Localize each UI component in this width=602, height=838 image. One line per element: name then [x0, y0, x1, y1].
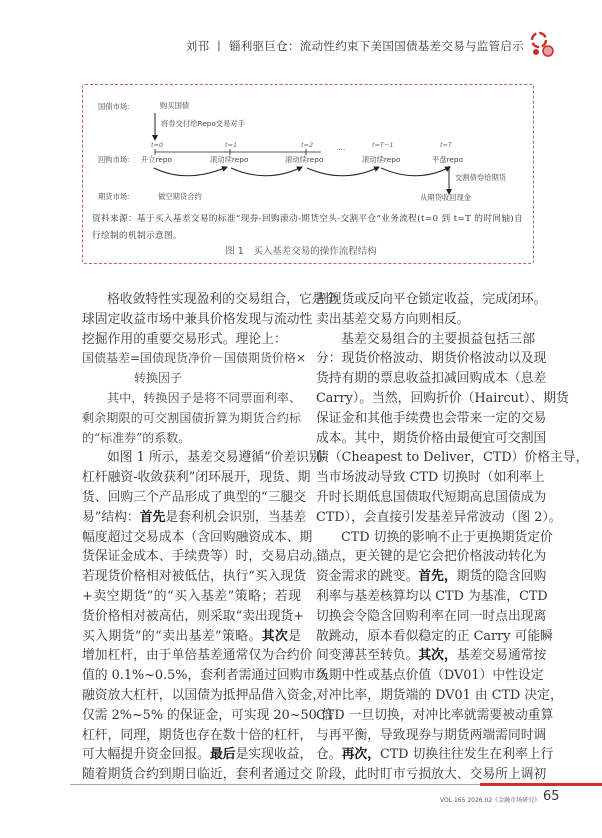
- text-line: 阶段，此时盯市亏损放大、交易所上调初: [316, 767, 547, 783]
- roll-arrow-icon: [307, 167, 379, 176]
- text-line: 利率与基差核算均以 CTD 为基准，CTD: [316, 588, 548, 604]
- text-line: 值的 0.1%~0.5%，套利者需通过回购市场: [82, 668, 329, 684]
- text-line: 成本。其中，期货价格由最便宜可交割国: [316, 430, 547, 446]
- repo-step: 滚动续repo: [210, 155, 249, 164]
- text-line: 保证金和其他手续费也会带来一定的交易: [316, 410, 547, 426]
- deliver-to-futures-label: 交割债券给期货: [455, 173, 507, 182]
- emphasis: 首先: [139, 509, 166, 525]
- paragraph: [316, 528, 563, 785]
- formula: [82, 349, 307, 389]
- text-line: Carry）。当然，回购折价（Haircut）、期货: [316, 390, 569, 406]
- repo-step: 平盘repo: [432, 155, 464, 164]
- text-line: 资金需求的跳变。首先，期货的隐含回购: [316, 569, 547, 585]
- paragraph: [82, 448, 334, 785]
- time-label: t=T−1: [372, 141, 394, 149]
- text-line: 转换因子: [134, 371, 183, 386]
- roll-arrow-icon: [154, 167, 227, 176]
- text-line: +卖空期货”的“买入基差”策略；若现: [82, 588, 301, 604]
- text-line: 的“标准券”的系数。: [82, 430, 191, 445]
- deliver-to-repo-label: 将券交付给Repo交易对手: [161, 119, 245, 128]
- page-number: 65: [543, 789, 560, 804]
- paragraph: [82, 290, 338, 349]
- row-label-repo-market: 回购市场：: [98, 155, 135, 164]
- footer-accent-rule: [480, 783, 602, 786]
- journal-info: VOL.165 2026.02《金融市场研究》: [440, 797, 541, 804]
- text-line: 买入期货”的“卖出基差”策略。其次是: [82, 628, 301, 644]
- text-line: CTD），会直接引发基差异常波动（图 2）。: [316, 509, 562, 525]
- roll-arrow-icon: [231, 167, 302, 176]
- text-line: 对冲比率，期货端的 DV01 由 CTD 决定，: [316, 687, 563, 703]
- emphasis: 其次，: [418, 648, 457, 664]
- buy-bond-label: 购买国债: [160, 101, 190, 110]
- right-column: [316, 290, 589, 785]
- emphasis: 再次，: [341, 747, 380, 763]
- roll-arrow-icon: [381, 167, 450, 176]
- basis-trade-flow-diagram: [82, 84, 532, 214]
- left-column: [82, 290, 338, 785]
- time-label: t=0: [151, 141, 164, 149]
- ellipsis: …: [338, 143, 346, 152]
- text-line: CTD 一旦切换，对冲比率就需要被动重算: [316, 707, 554, 723]
- text-line: 仅需 2%~5% 的保证金，可实现 20~50 倍: [82, 707, 334, 723]
- text-line: 如图 1 所示，基差交易遵循“价差识别-: [107, 450, 327, 466]
- text-line: 间变薄甚至转负。其次，基差交易通常按: [316, 648, 547, 664]
- text-line: 杠杆融资-收敛获利”闭环展开，现货、期: [82, 470, 311, 486]
- figure-caption: 图 1 买入基差交易的操作流程结构: [225, 246, 377, 257]
- text-line: 切换会令隐含回购利率在同一时点出现离: [316, 608, 547, 624]
- text-line: 格收敛特性实现盈利的交易组合，它是全: [107, 292, 338, 307]
- emphasis: 其次: [261, 628, 289, 644]
- text-line: 国债基差=国债现货净价－国债期货价格×: [82, 351, 307, 366]
- text-line: 剩余期限的可交割国债折算为期货合约标: [82, 410, 301, 425]
- text-line: CTD 切换的影响不止于更换期货定价: [341, 529, 553, 545]
- text-line: 货保证金成本、手续费等）时，交易启动。: [82, 549, 326, 565]
- text-line: 散跳动，原本看似稳定的正 Carry 可能瞬: [316, 628, 553, 644]
- text-line: 仓。再次，CTD 切换往往发生在利率上行: [316, 747, 554, 763]
- paragraph: [316, 290, 547, 330]
- row-label-bond-market: 国债市场：: [98, 102, 135, 111]
- text-line: 分：现货价格波动、期货价格波动以及现: [316, 351, 547, 367]
- repo-step: 滚动续repo: [285, 155, 324, 164]
- text-line: 挖掘作用的重要交易形式。理论上：: [82, 331, 287, 347]
- text-line: 货价格相对被高估，则采取“卖出现货+: [82, 608, 305, 624]
- text-line: 锚点，更关键的是它会把价格波动转化为: [316, 549, 547, 565]
- figure-source-note: 资料来源：基于买入基差交易的标准“现券-回购滚动-期货空头-交割平仓”业务流程(t=0 到 t=T 的时间轴)自行绘制的机制示意图。: [92, 214, 524, 241]
- time-label: t=1: [225, 141, 238, 149]
- text-line: 若现货价格相对被低估，执行“买入现货: [82, 569, 307, 585]
- time-label: t=2: [301, 141, 314, 149]
- text-line: 当市场波动导致 CTD 切换时（如利率上: [316, 470, 545, 486]
- text-line: 增加杠杆，由于单倍基差通常仅为合约价: [82, 648, 313, 664]
- emphasis: 最后: [209, 747, 236, 763]
- text-line: 可大幅提升资金回报。最后是实现收益，: [82, 747, 313, 763]
- repo-step: 开立repo: [141, 155, 173, 164]
- running-header: 刘邗 丨 锱利驱巨仓：流动性约束下美国国债基差交易与监管启示: [185, 39, 524, 53]
- text-line: 与再平衡，导致现券与期货两端需同时调: [316, 727, 547, 743]
- row-label-futures-market: 期货市场：: [98, 192, 135, 201]
- text-line: 基差交易组合的主要损益包括三部: [341, 331, 535, 347]
- footer-rule: [70, 784, 480, 785]
- text-line: 债（Cheapest to Deliver，CTD）价格主导，: [316, 450, 589, 466]
- repo-step: 滚动续repo: [362, 155, 401, 164]
- text-line: 融资放大杠杆，以国债为抵押品借入资金，: [82, 687, 326, 703]
- short-futures-label: 做空期货合约: [158, 192, 202, 201]
- text-line: 卖出基差交易方向则相反。: [316, 311, 470, 327]
- paragraph: [316, 330, 589, 528]
- recover-cash-label: 从期货收回现金: [420, 193, 472, 202]
- text-line: 货持有期的票息收益扣减回购成本（息差: [316, 371, 547, 387]
- text-line: 易”结构：首先是套利机会识别，当基差: [82, 509, 307, 525]
- text-line: 久期中性或基点价值（DV01）中性设定: [316, 668, 544, 684]
- text-line: 割现货或反向平仓锁定收益，完成闭环。: [316, 292, 547, 307]
- text-line: 球固定收益市场中兼具价格发现与流动性: [82, 311, 313, 327]
- time-label: t=T: [440, 141, 452, 149]
- text-line: 幅度超过交易成本（含回购融资成本、期: [82, 529, 313, 545]
- text-line: 其中，转换因子是将不同票面利率、: [107, 390, 301, 405]
- paragraph: [82, 389, 301, 448]
- text-line: 杠杆，同理，期货也存在数十倍的杠杆，: [82, 727, 313, 743]
- text-line: 货、回购三个产品形成了典型的“三腿交: [82, 489, 307, 505]
- text-line: 随着期货合约到期日临近，套利者通过交: [82, 767, 313, 783]
- emphasis: 首先，: [418, 569, 457, 585]
- journal-logo-icon: [528, 30, 556, 58]
- text-line: 升时长期低息国债取代短期高息国债成为: [316, 489, 547, 505]
